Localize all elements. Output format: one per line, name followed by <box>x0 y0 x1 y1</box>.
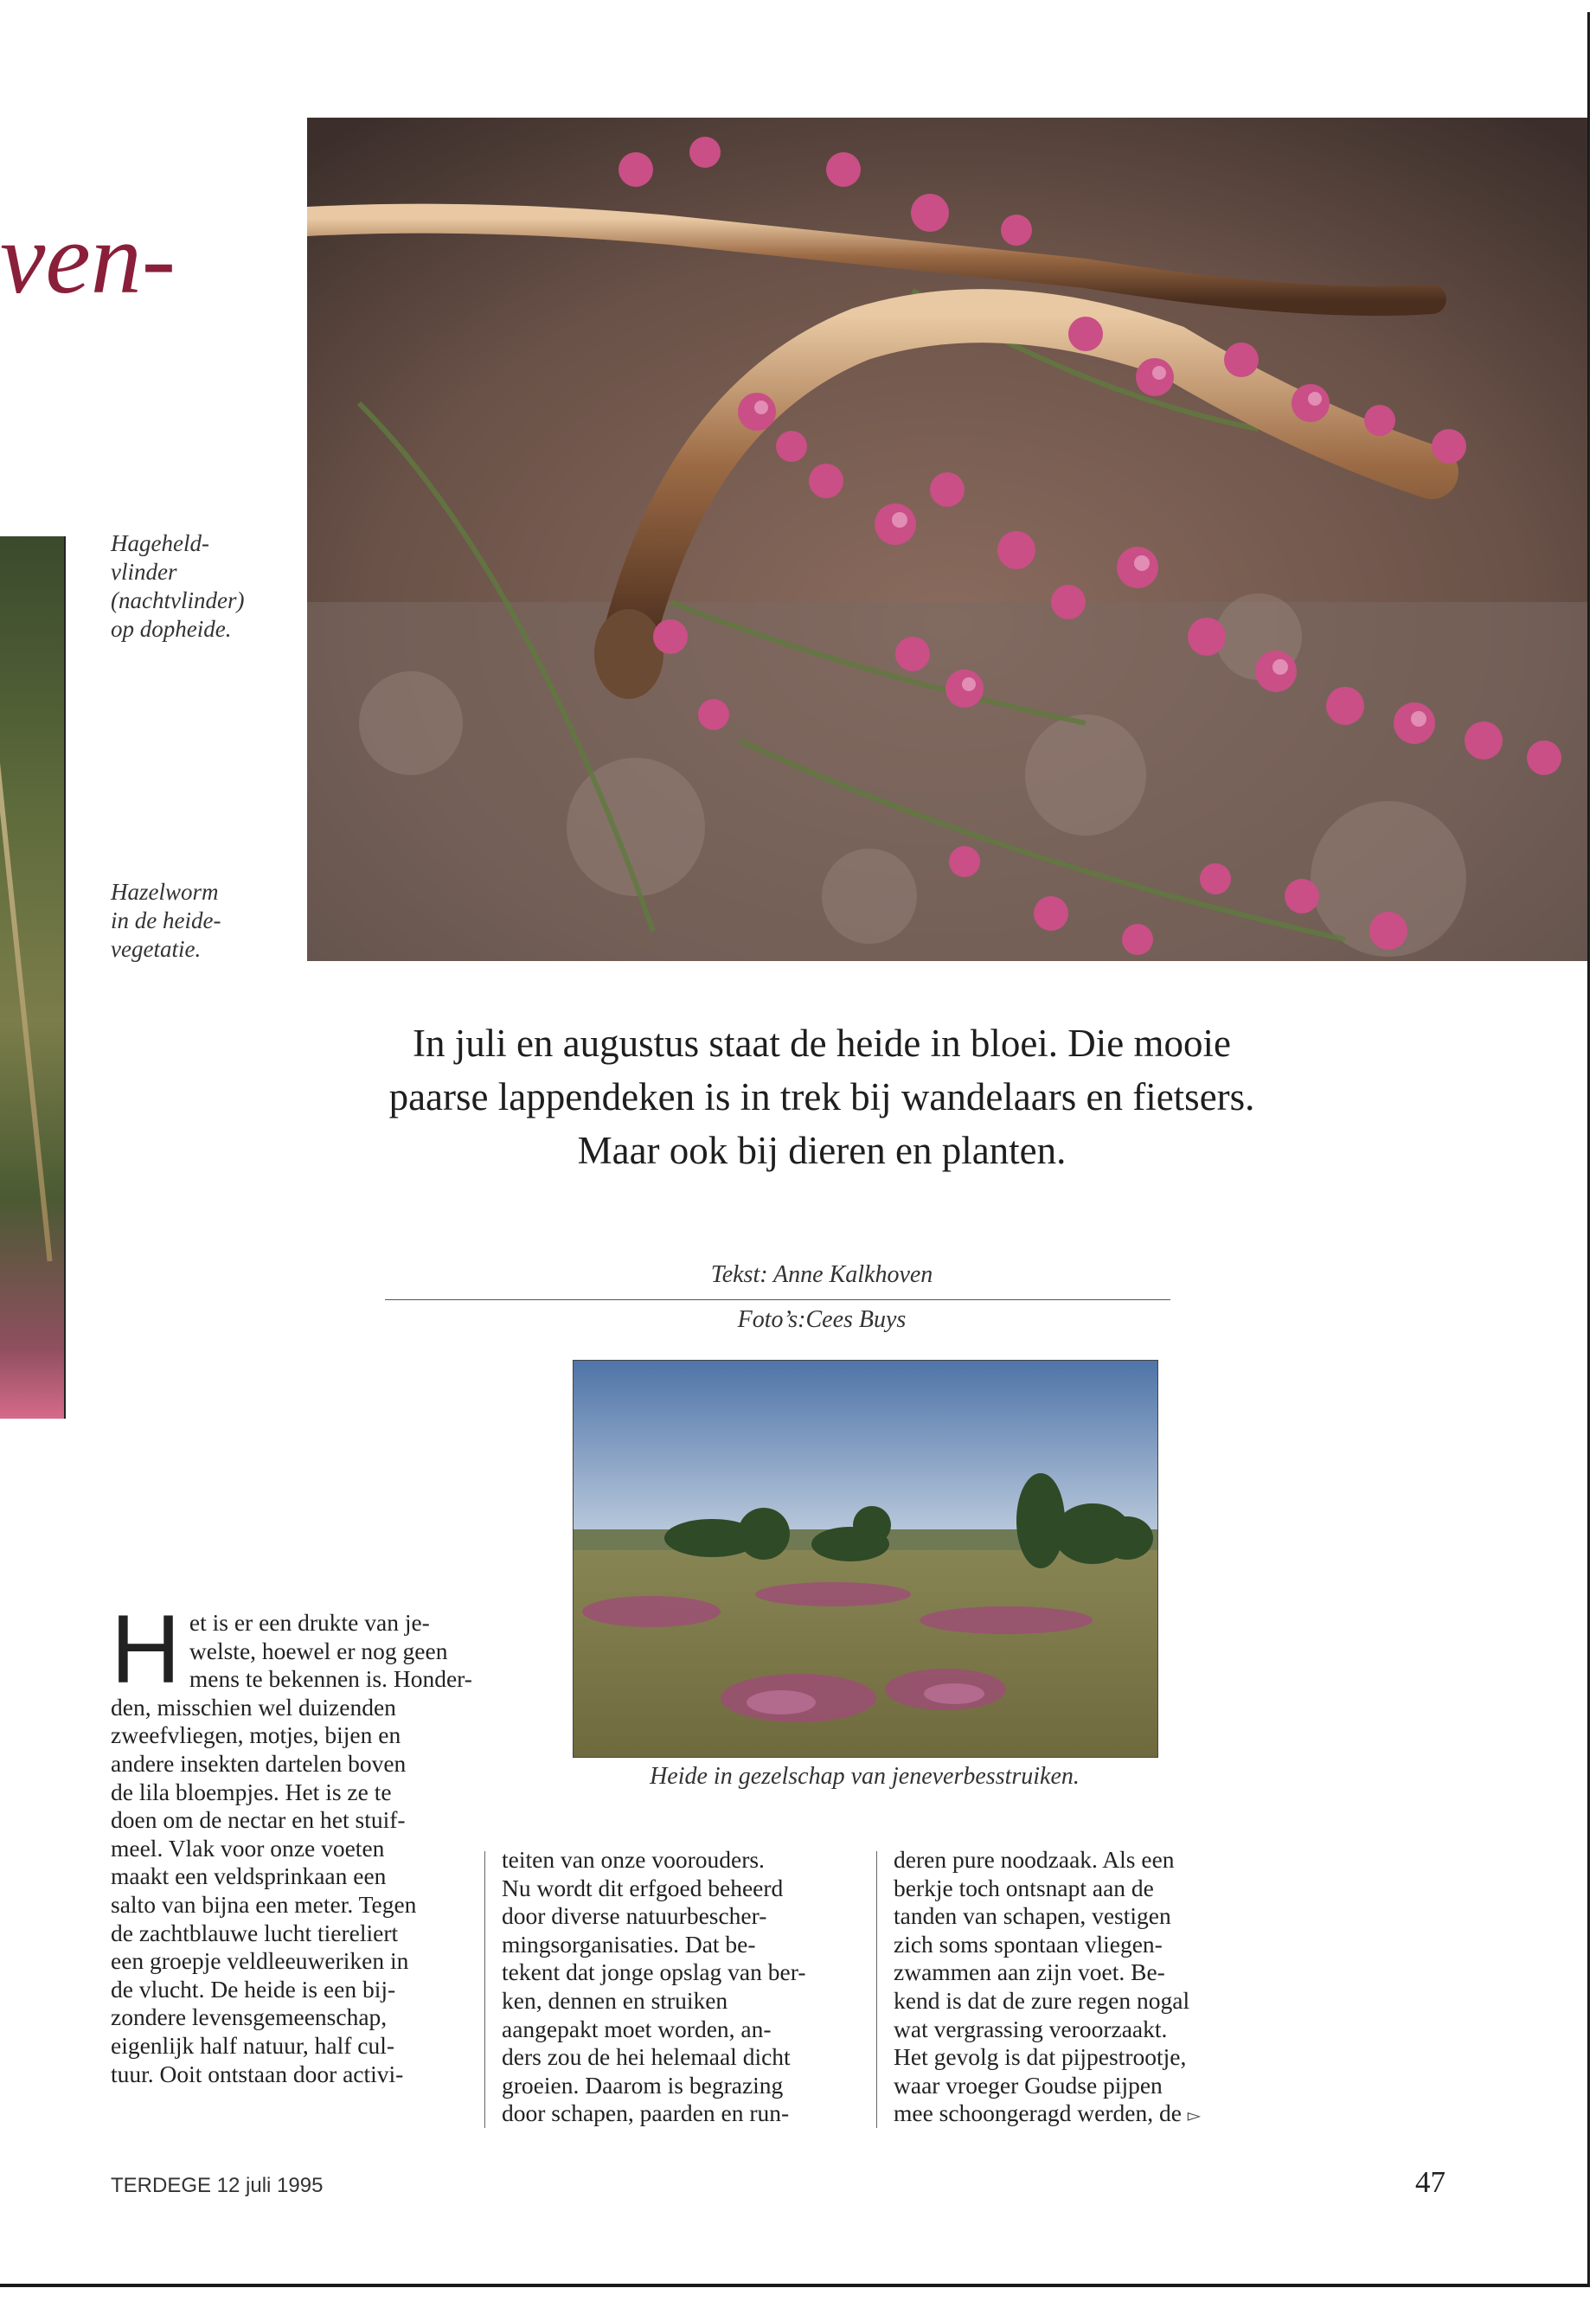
grass-stem <box>0 659 53 1262</box>
title-fragment: ven- <box>0 202 176 315</box>
magazine-footer: TERDEGE 12 juli 1995 <box>111 2174 324 2197</box>
caption-slowworm: Hazelworm in de heide- vegetatie. <box>111 879 221 962</box>
moth-photo-strip <box>0 536 66 1419</box>
column-divider-2 <box>876 1851 877 2128</box>
body-column-1 <box>111 1595 483 2088</box>
heathland-photo <box>573 1360 1158 1758</box>
column-divider-1 <box>484 1851 485 2128</box>
caption-moth: Hageheld- vlinder (nachtvlinder) op dopheide. <box>111 530 245 642</box>
credit-photos: Foto’s:Cees Buys <box>737 1306 907 1333</box>
slowworm-photo <box>307 118 1587 961</box>
drop-cap: H <box>111 1595 181 1703</box>
column-3-text: deren pure noodzaak. Als een berkje toch ontsnapt aan de tanden van schapen, vestigen zich soms spontaan vliegen- zwammen aan zijn voet. Be- kend is dat de zure regen nogal wat vergrassing veroorzaakt. Het gevolg is dat pijpestrootje, waar vroeger Goudse pijpen mee schoongeragd werden, de <box>894 1846 1190 2127</box>
credit-divider <box>385 1299 1170 1300</box>
continue-arrow-icon: ▻ <box>1187 2106 1202 2126</box>
body-column-3 <box>894 1846 1274 2131</box>
body-column-2: teiten van onze voorouders. Nu wordt dit erfgoed beheerd door diverse natuurbescher- mingsorganisaties. Dat be- tekent dat jonge opslag van ber- ken, dennen en struiken aangepakt moet worden, an- ders zou de hei helemaal dicht groeien. Daarom is begrazing door schapen, paarden en run- <box>502 1846 806 2127</box>
column-1-text: et is er een drukte van je- welste, hoewel er nog geen mens te bekennen is. Honder- den, misschien wel duizenden zweefvliegen, motjes, bijen en andere insekten dartelen boven de lila bloempjes. Het is ze te doen om de nectar en het stuif- meel. Vlak voor onze voeten maakt een veldsprinkaan een salto van bijna een meter. Tegen de zachtblauwe lucht tiereliert een groepje veldleeuweriken in de vlucht. De heide is een bij- zondere levensgemeenschap, eigenlijk half natuur, half cul- tuur. Ooit ontstaan door activi- <box>111 1609 472 2087</box>
lead-paragraph: In juli en augustus staat de heide in bloei. Die mooie paarse lappendeken is in trek bij wandelaars en fietsers. Maar ook bij dieren en planten. <box>388 1022 1255 1172</box>
credit-text: Tekst: Anne Kalkhoven <box>710 1261 933 1288</box>
caption-landscape: Heide in gezelschap van jeneverbesstruiken. <box>650 1763 1080 1790</box>
page-number: 47 <box>1415 2165 1445 2199</box>
